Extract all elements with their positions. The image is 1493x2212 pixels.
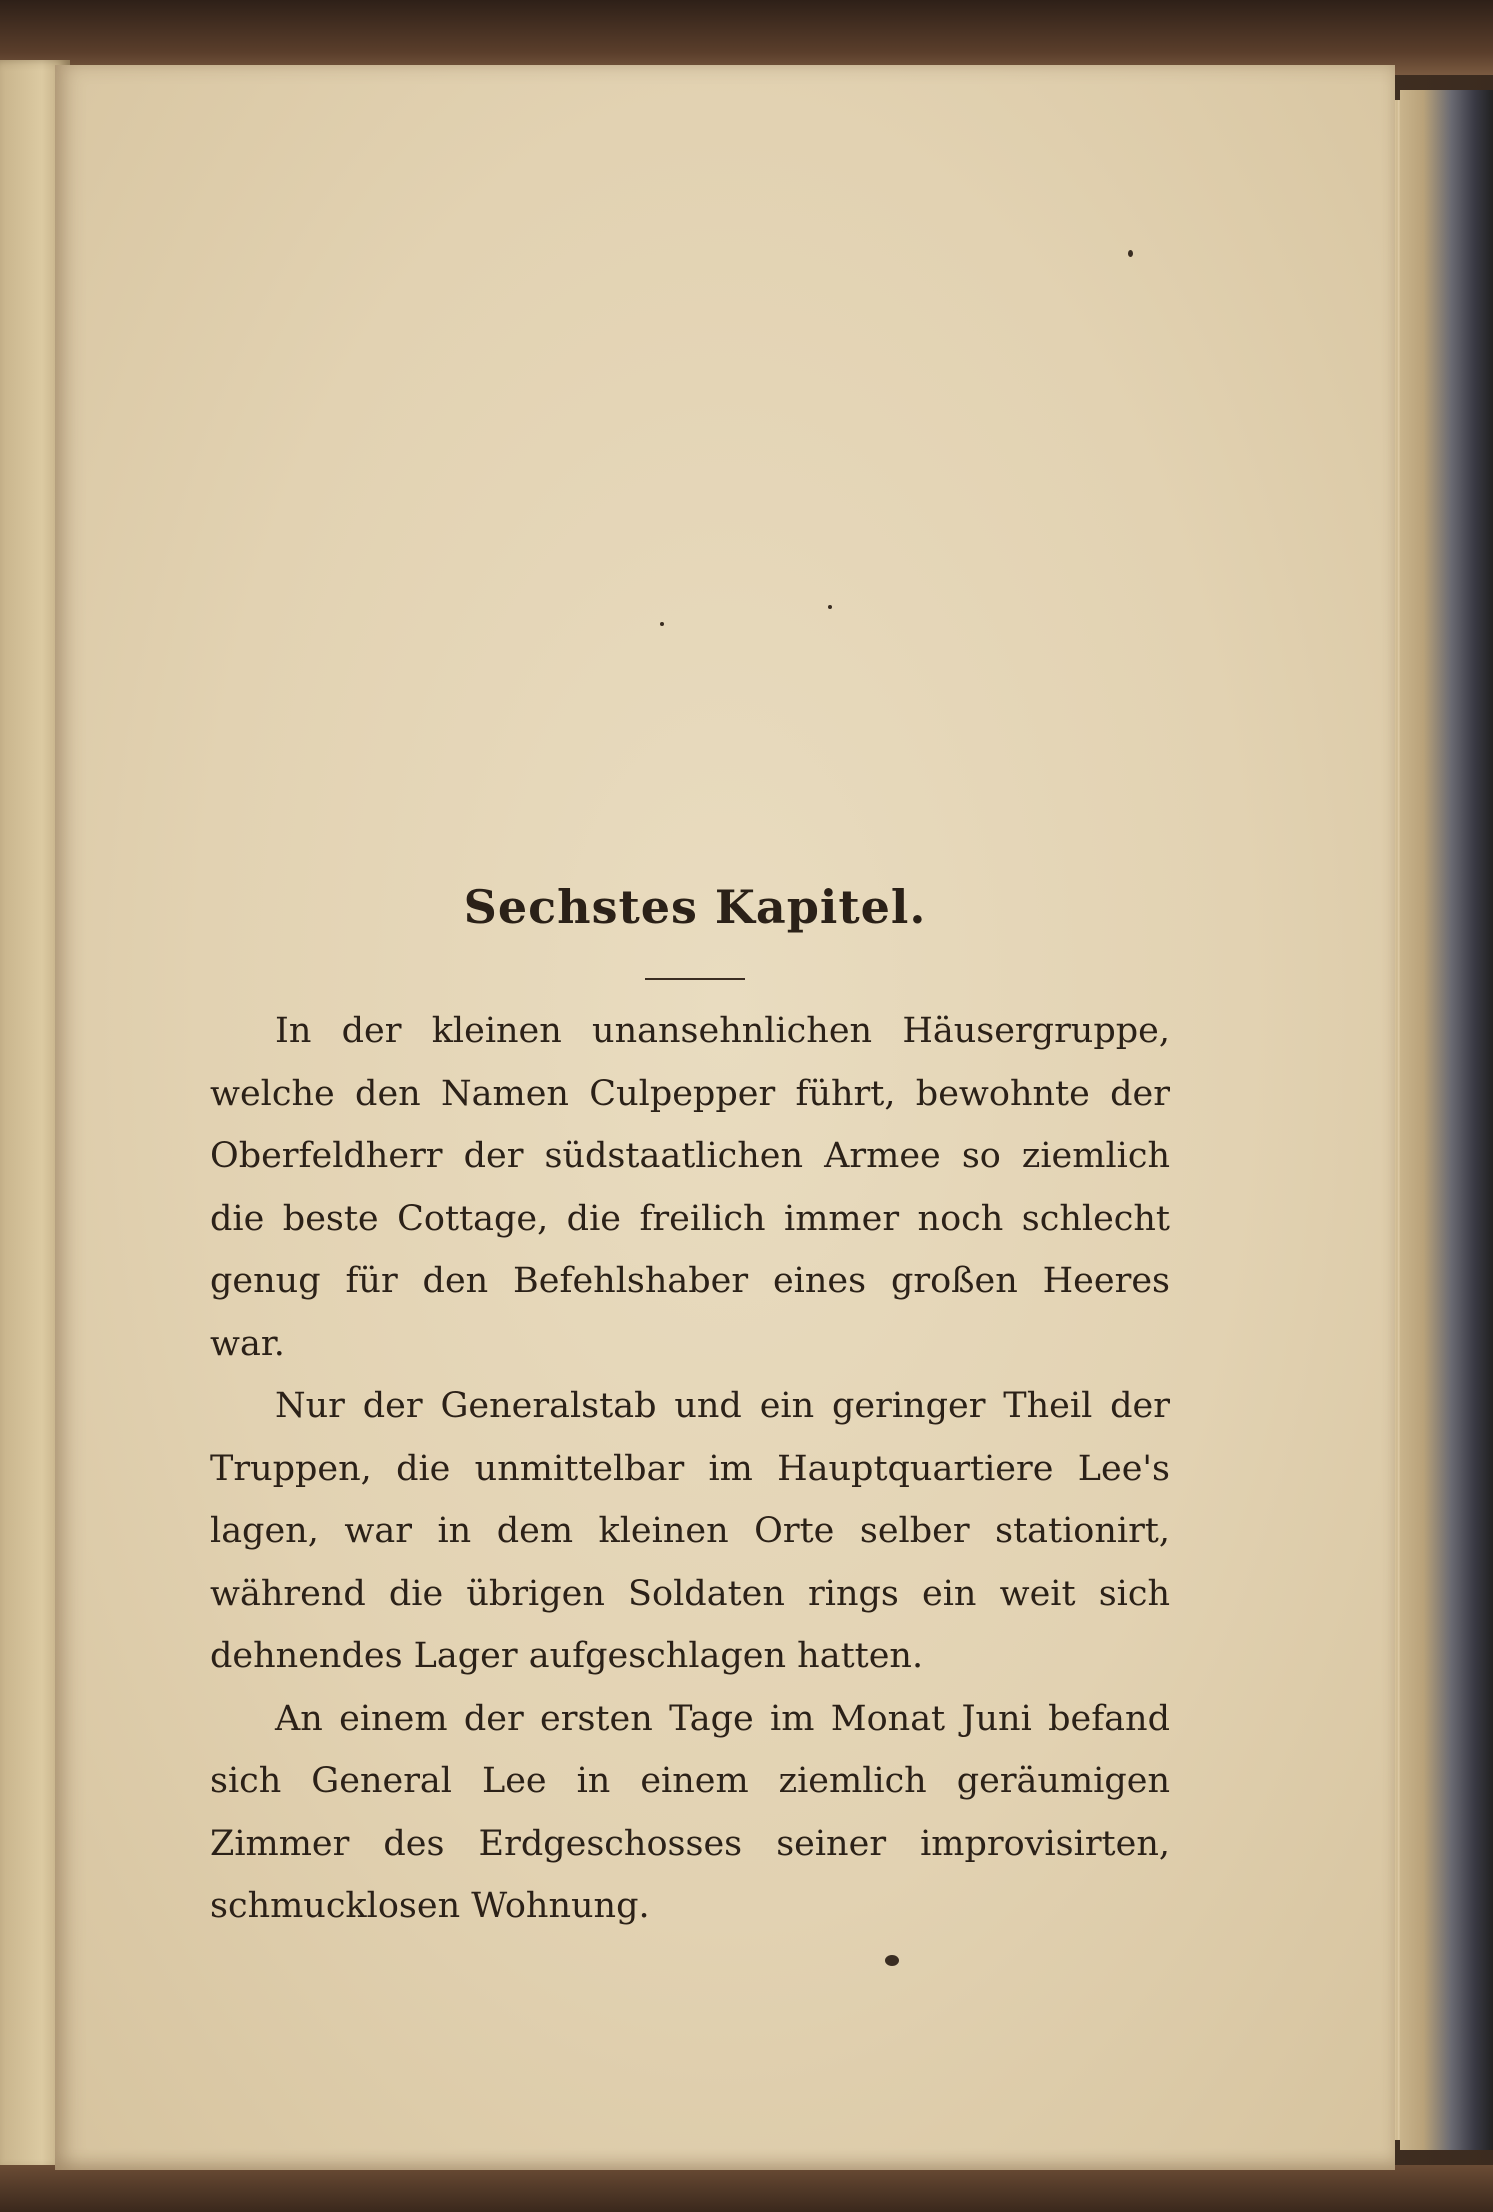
title-divider xyxy=(645,978,745,980)
paragraph-3: An einem der ersten Tage im Monat Juni befand sich General Lee in einem ziemlich geräumigen Zimmer des Erdgeschosses seiner improvisirten, schmucklosen Wohnung. xyxy=(210,1698,1170,1926)
paragraph-2: Nur der Generalstab und ein geringer Theil der Truppen, die unmittelbar im Hauptquartiere Lee's lagen, war in dem kleinen Orte selber stationirt, während die übrigen Soldaten rings ein weit sich dehnendes Lager aufgeschlagen hatten. xyxy=(210,1386,1170,1676)
book-cover-top xyxy=(0,0,1493,75)
paper-speck xyxy=(885,1955,899,1966)
paragraph-1: In der kleinen unansehnlichen Häusergruppe, welche den Namen Culpepper führt, bewohnte der Oberfeldherr der südstaatlichen Armee so ziemlich die beste Cottage, die freilich immer noch schlecht genug für den Befehlshaber eines großen Heeres war. xyxy=(210,1011,1170,1364)
chapter-body xyxy=(210,1000,1170,1938)
book-spine xyxy=(1400,90,1493,2150)
paper-speck xyxy=(828,605,832,609)
chapter-title: Sechstes Kapitel. xyxy=(463,880,927,934)
paper-speck xyxy=(660,622,664,626)
book-cover-bottom xyxy=(0,2165,1493,2212)
paper-speck xyxy=(1128,250,1133,257)
